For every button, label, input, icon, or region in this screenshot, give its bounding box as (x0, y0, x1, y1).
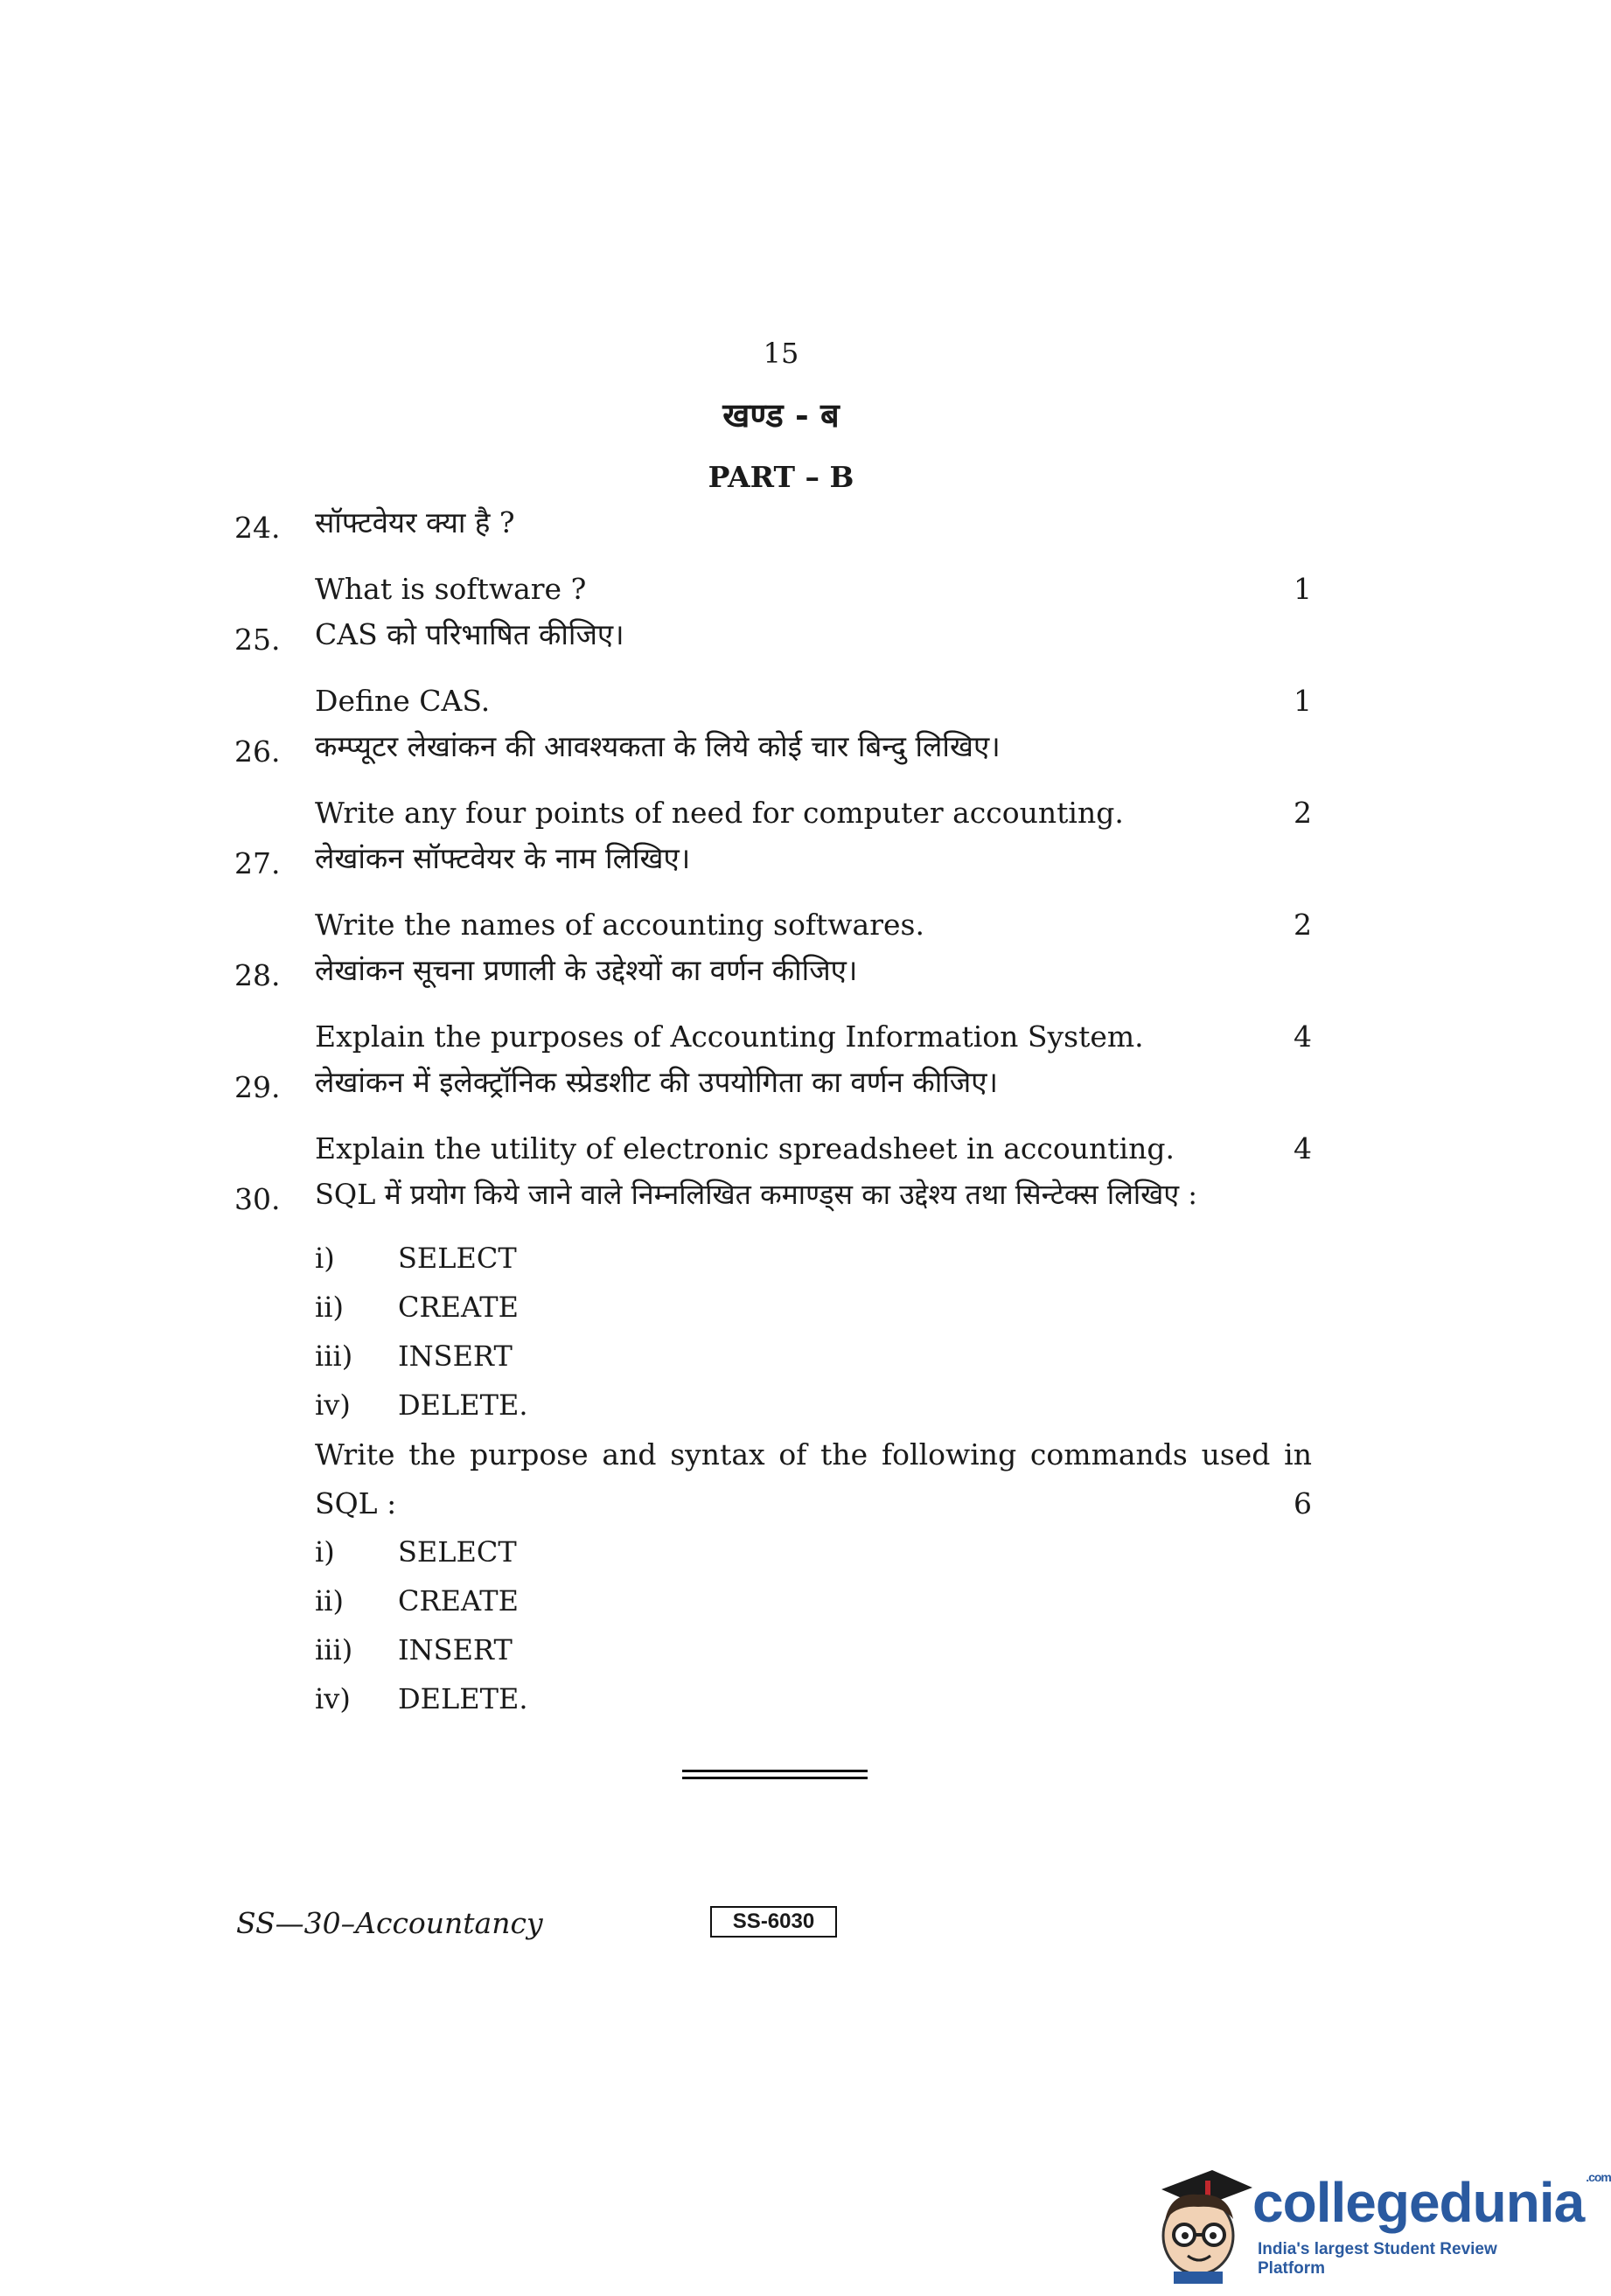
end-rule (682, 1770, 868, 1772)
footer-subject: SS—30–Accountancy (236, 1906, 543, 1940)
section-title-hindi: खण्ड - ब (722, 395, 840, 435)
question-number: 25. (234, 623, 281, 657)
question-number: 26. (234, 734, 281, 769)
list-item-command: DELETE. (398, 1388, 528, 1422)
list-item-command: CREATE (398, 1291, 519, 1324)
question-hindi: लेखांकन सूचना प्रणाली के उद्देश्यों का वर्णन कीजिए। (315, 953, 858, 987)
question-marks: 2 (1294, 796, 1312, 830)
question-number: 24. (234, 511, 281, 545)
end-rule (682, 1777, 868, 1779)
question-number: 28. (234, 958, 281, 992)
question-hindi: CAS को परिभाषित कीजिए। (315, 617, 624, 651)
question-number: 29. (234, 1070, 281, 1104)
paper-code-box: SS-6030 (710, 1906, 837, 1938)
list-item-roman: iv) (315, 1388, 351, 1422)
question-hindi: कम्प्यूटर लेखांकन की आवश्यकता के लिये कोई चार बिन्दु लिखिए। (315, 729, 1001, 763)
question-number: 27. (234, 846, 281, 880)
list-item-command: INSERT (398, 1339, 513, 1373)
page-number: 15 (763, 337, 799, 370)
question-english: Explain the purposes of Accounting Information System. (315, 1019, 1144, 1054)
question-english: Explain the utility of electronic spreadsheet in accounting. (315, 1131, 1175, 1165)
watermark-tagline: India's largest Student Review Platform (1258, 2240, 1497, 2278)
student-mascot-icon (1144, 2144, 1258, 2284)
question-hindi: SQL में प्रयोग किये जाने वाले निम्नलिखित कमाण्ड्स का उद्देश्य तथा सिन्टेक्स लिखिए : (315, 1178, 1197, 1211)
list-item-roman: iii) (315, 1633, 353, 1666)
list-item-roman: iii) (315, 1339, 353, 1373)
question-number: 30. (234, 1182, 281, 1216)
list-item-roman: i) (315, 1242, 335, 1275)
list-item-command: SELECT (398, 1242, 517, 1275)
question-english: Write any four points of need for computer accounting. (315, 796, 1124, 830)
question-english: Write the purpose and syntax of the following commands used in (315, 1437, 1312, 1472)
question-marks: 4 (1294, 1131, 1312, 1165)
question-hindi: सॉफ्टवेयर क्या है ? (315, 505, 515, 539)
watermark-brand: collegedunia $^{.com}$ (1252, 2170, 1611, 2234)
question-english: Write the names of accounting softwares. (315, 908, 924, 942)
section-title-english: PART – B (708, 460, 854, 494)
question-marks: 1 (1294, 684, 1312, 718)
question-english: Define CAS. (315, 684, 491, 718)
question-english-cont: SQL : (315, 1486, 397, 1520)
list-item-roman: i) (315, 1535, 335, 1569)
list-item-roman: ii) (315, 1584, 344, 1618)
question-hindi: लेखांकन में इलेक्ट्रॉनिक स्प्रेडशीट की उपयोगिता का वर्णन कीजिए। (315, 1065, 999, 1099)
question-marks: 4 (1294, 1019, 1312, 1054)
question-english: What is software ? (315, 572, 587, 606)
question-marks: 1 (1294, 572, 1312, 606)
question-marks: 6 (1294, 1486, 1312, 1520)
list-item-command: DELETE. (398, 1682, 528, 1715)
list-item-roman: iv) (315, 1682, 351, 1715)
list-item-command: CREATE (398, 1584, 519, 1618)
list-item-command: INSERT (398, 1633, 513, 1666)
list-item-command: SELECT (398, 1535, 517, 1569)
question-marks: 2 (1294, 908, 1312, 942)
list-item-roman: ii) (315, 1291, 344, 1324)
question-hindi: लेखांकन सॉफ्टवेयर के नाम लिखिए। (315, 841, 691, 875)
